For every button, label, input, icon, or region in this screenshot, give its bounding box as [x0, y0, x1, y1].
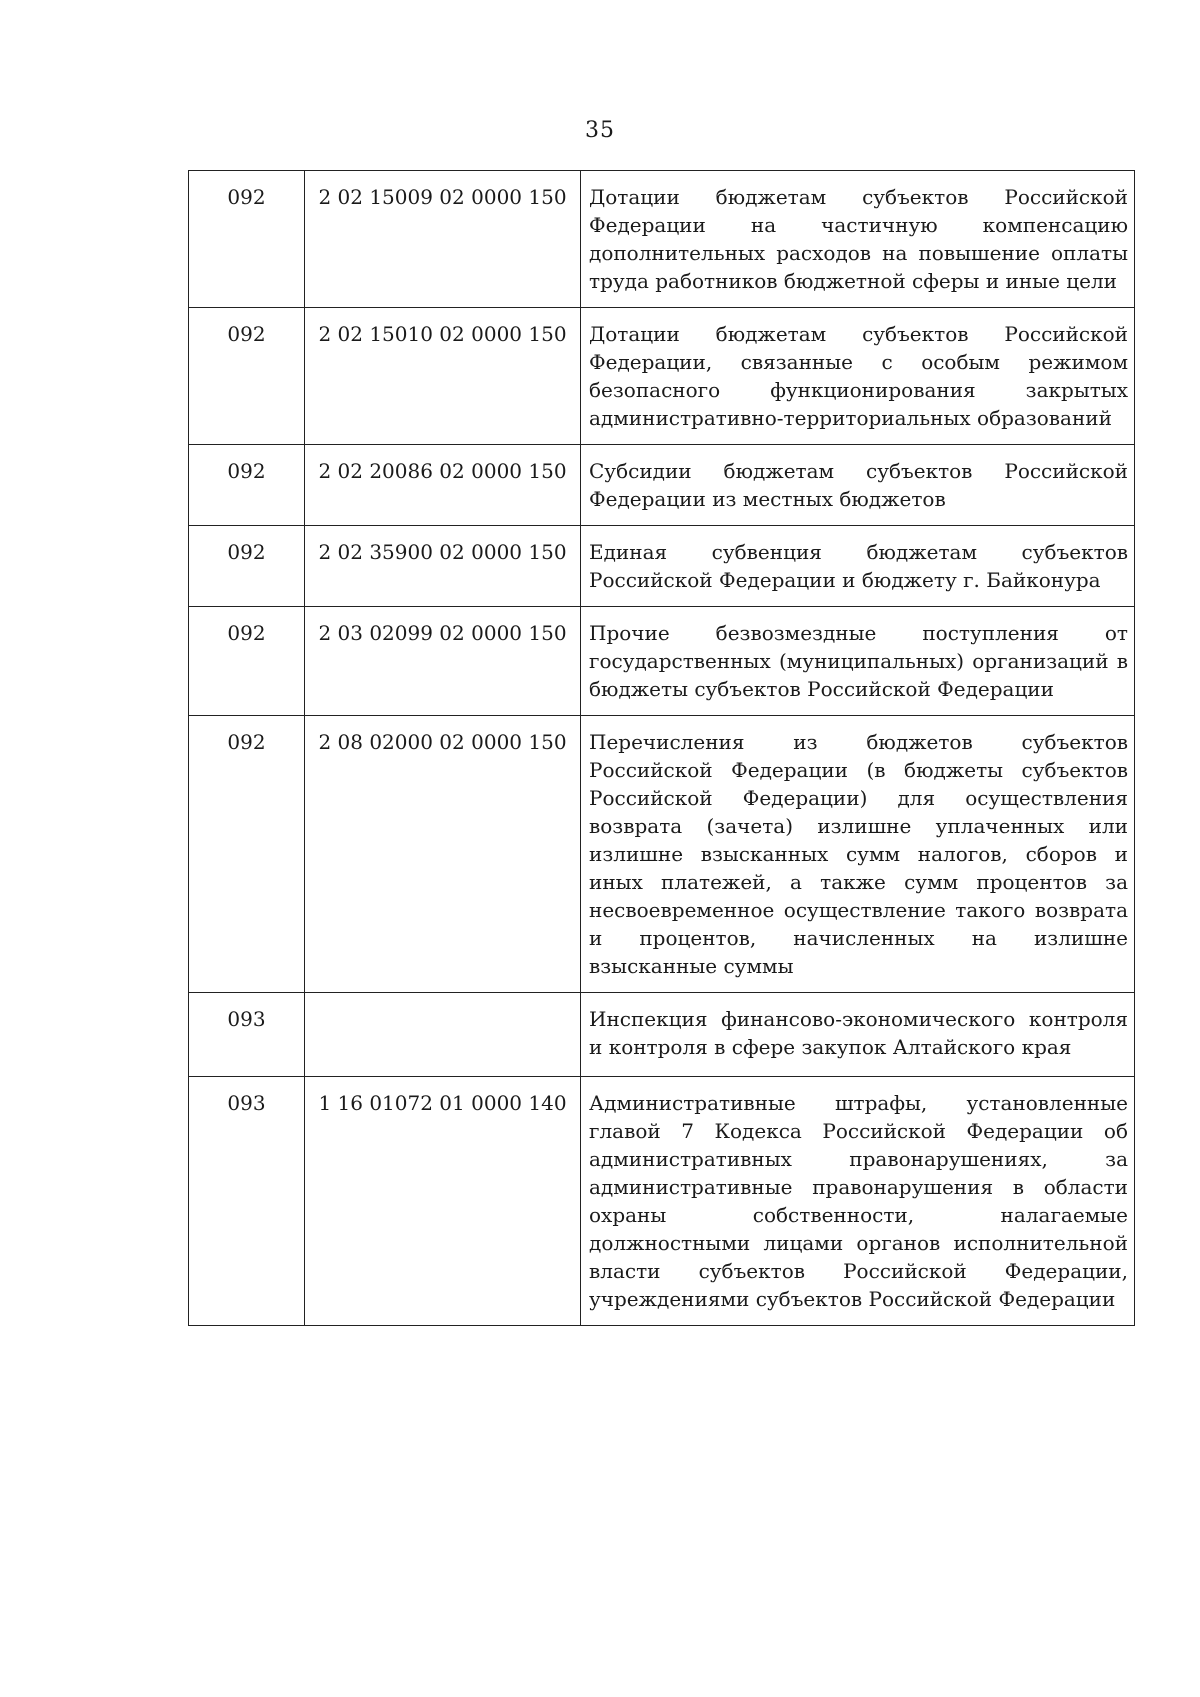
- budget-code-cell: 1 16 01072 01 0000 140: [305, 1077, 581, 1326]
- table-row: [189, 1077, 1135, 1326]
- budget-code-cell: 2 02 15010 02 0000 150: [305, 308, 581, 445]
- admin-code-cell: 092: [189, 716, 305, 993]
- table-row: [189, 171, 1135, 308]
- table-row: [189, 607, 1135, 716]
- budget-code-cell: 2 08 02000 02 0000 150: [305, 716, 581, 993]
- budget-code-cell: [305, 993, 581, 1077]
- admin-code-cell: 092: [189, 308, 305, 445]
- page-number: 35: [585, 118, 615, 143]
- table-row: [189, 445, 1135, 526]
- admin-code-cell: 092: [189, 445, 305, 526]
- budget-code-cell: 2 02 15009 02 0000 150: [305, 171, 581, 308]
- description-cell: Инспекция финансово-экономического контроля и контроля в сфере закупок Алтайского края: [581, 993, 1135, 1077]
- description-cell: Субсидии бюджетам субъектов Российской Федерации из местных бюджетов: [581, 445, 1135, 526]
- description-cell: Единая субвенция бюджетам субъектов Российской Федерации и бюджету г. Байконура: [581, 526, 1135, 607]
- budget-code-cell: 2 02 35900 02 0000 150: [305, 526, 581, 607]
- budget-code-cell: 2 02 20086 02 0000 150: [305, 445, 581, 526]
- admin-code-cell: 092: [189, 607, 305, 716]
- description-cell: Прочие безвозмездные поступления от государственных (муниципальных) организаций в бюджеты субъектов Российской Федерации: [581, 607, 1135, 716]
- table-row: [189, 993, 1135, 1077]
- table-row: [189, 716, 1135, 993]
- table-row: [189, 308, 1135, 445]
- admin-code-cell: 093: [189, 1077, 305, 1326]
- description-cell: Дотации бюджетам субъектов Российской Федерации, связанные с особым режимом безопасного функционирования закрытых административно-территориальных образований: [581, 308, 1135, 445]
- budget-code-cell: 2 03 02099 02 0000 150: [305, 607, 581, 716]
- admin-code-cell: 092: [189, 171, 305, 308]
- description-cell: Дотации бюджетам субъектов Российской Федерации на частичную компенсацию дополнительных расходов на повышение оплаты труда работников бюджетной сферы и иные цели: [581, 171, 1135, 308]
- admin-code-cell: 092: [189, 526, 305, 607]
- revenue-codes-table: [188, 170, 1135, 1326]
- description-cell: Административные штрафы, установленные главой 7 Кодекса Российской Федерации об административных правонарушениях, за административные правонарушения в области охраны собственности, налагаемые должностными лицами органов исполнительной власти субъектов Российской Федерации, учреждениями субъектов Российской Федерации: [581, 1077, 1135, 1326]
- description-cell: Перечисления из бюджетов субъектов Российской Федерации (в бюджеты субъектов Российской Федерации) для осуществления возврата (зачета) излишне уплаченных или излишне взысканных сумм налогов, сборов и иных платежей, а также сумм процентов за несвоевременное осуществление такого возврата и процентов, начисленных на излишне взысканные суммы: [581, 716, 1135, 993]
- admin-code-cell: 093: [189, 993, 305, 1077]
- table-row: [189, 526, 1135, 607]
